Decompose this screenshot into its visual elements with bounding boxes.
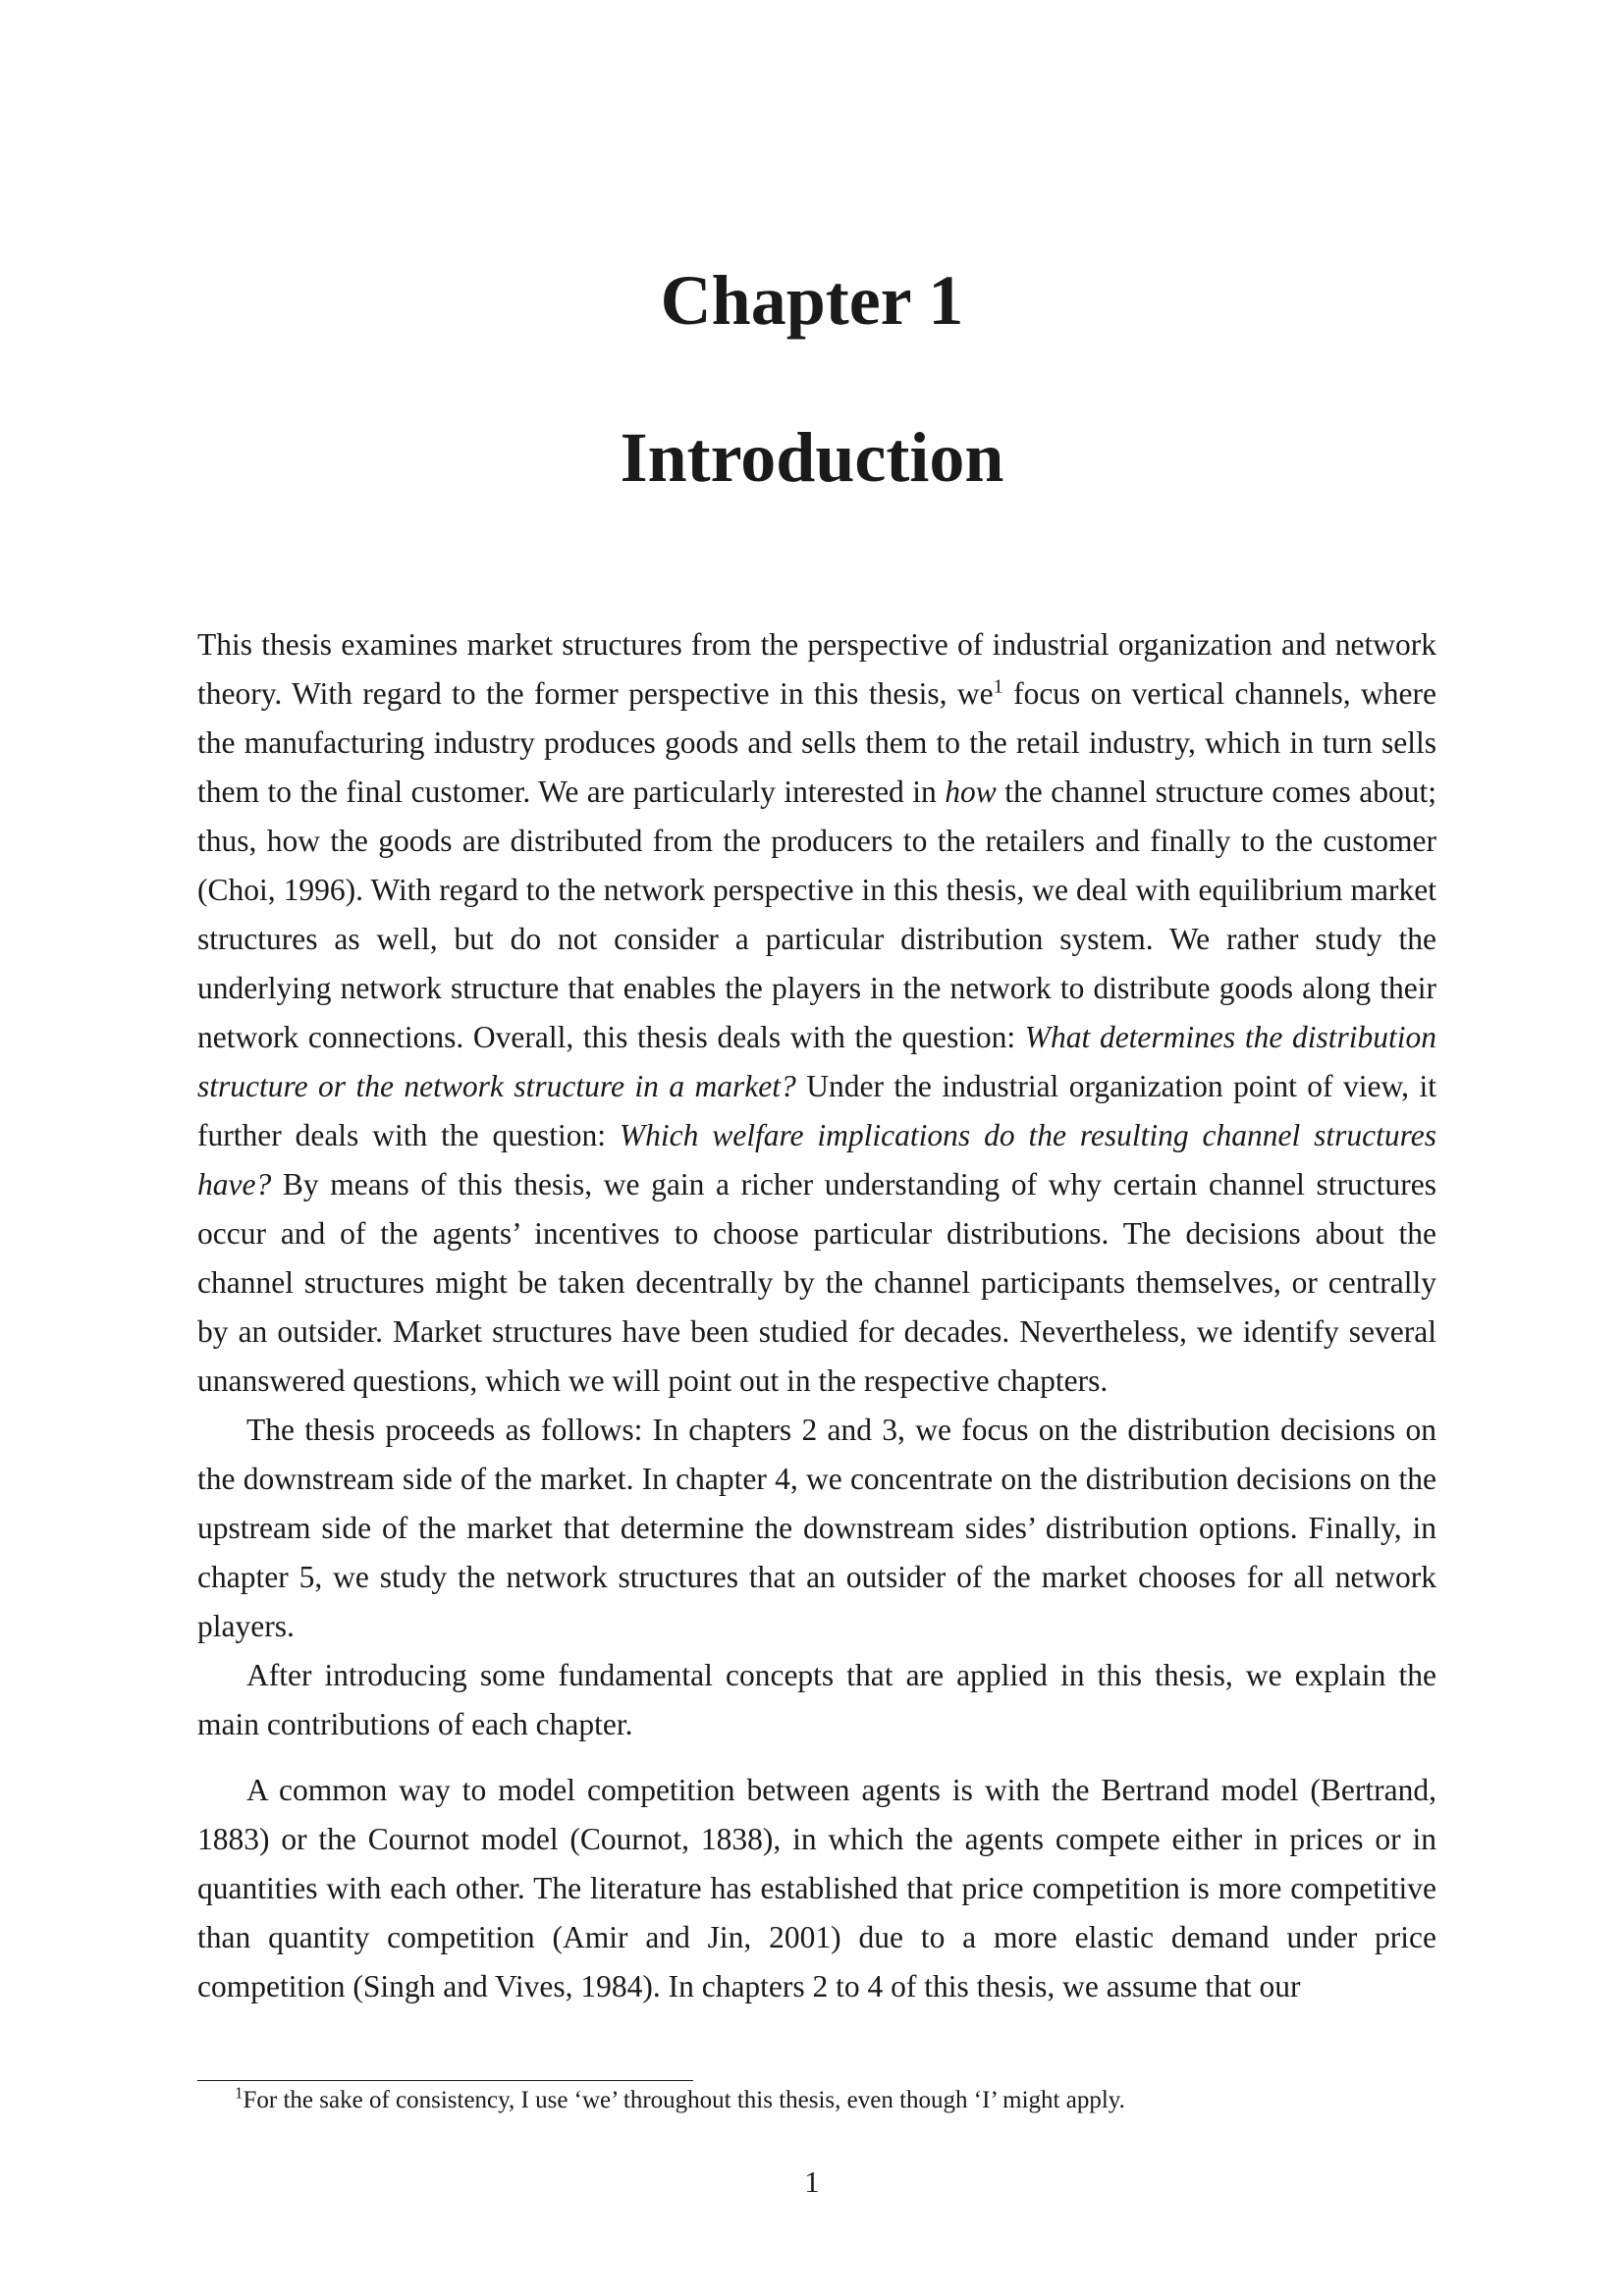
paragraph-1-part-4: Under the industrial organization point of view, it further deals with the question: bbox=[197, 1069, 1436, 1152]
paragraph-1-part-3: the channel structure comes about; thus, how the goods are distributed from the producers to the retailers and finally to the customer (Choi, 1996). With regard to the network perspective in this thesis, we deal with equilibrium market structures as well, but do not consider a particular distribution system. We rather study the underlying network structure that enables the players in the network to distribute goods along their network connections. Overall, this thesis deals with the question: bbox=[197, 774, 1437, 1054]
footnote bbox=[197, 2085, 1436, 2116]
research-question-1: What determines the distribution structure or the network structure in a market? bbox=[197, 1020, 1436, 1103]
paragraph-1 bbox=[197, 620, 1436, 1406]
paragraph-1-part-2: focus on vertical channels, where the manufacturing industry produces goods and sells them to the retail industry, which in turn sells them to the final customer. We are particularly interested in bbox=[197, 676, 1436, 809]
emphasis-how: how bbox=[945, 774, 997, 809]
chapter-title: Introduction bbox=[620, 418, 1004, 497]
body-text bbox=[197, 620, 1436, 2011]
paragraph-3: After introducing some fundamental concepts that are applied in this thesis, we explain the main contributions of each chapter. bbox=[197, 1658, 1436, 1741]
paragraph-2: The thesis proceeds as follows: In chapters 2 and 3, we focus on the distribution decisions on the downstream side of the market. In chapter 4, we concentrate on the distribution decisions on the upstream side of the market that determine the downstream sides’ distribution options. Finally, in chapter 5, we study the network structures that an outsider of the market chooses for all network players. bbox=[197, 1413, 1436, 1643]
paragraph-1-part-5: By means of this thesis, we gain a richer understanding of why certain channel structures occur and of the agents’ incentives to choose particular distributions. The decisions about the channel structures might be taken decentrally by the channel participants themselves, or centrally by an outsider. Market structures have been studied for decades. Nevertheless, we identify several unanswered questions, which we will point out in the respective chapters. bbox=[197, 1167, 1436, 1398]
footnote-divider bbox=[197, 2080, 693, 2081]
page-number: 1 bbox=[804, 2164, 820, 2199]
paragraph-4: A common way to model competition between agents is with the Bertrand model (Bertrand, 1883) or the Cournot model (Cournot, 1838), in which the agents compete either in prices or in quantities with each other. The literature has established that price competition is more competitive than quantity competition (Amir and Jin, 2001) due to a more elastic demand under price competition (Singh and Vives, 1984). In chapters 2 to 4 of this thesis, we assume that our bbox=[197, 1773, 1436, 2003]
research-question-2: Which welfare implications do the resulting channel structures have? bbox=[197, 1118, 1436, 1201]
chapter-label: Chapter 1 bbox=[660, 261, 964, 340]
footnote-mark: 1 bbox=[235, 2083, 244, 2103]
paragraph-1-part-1: This thesis examines market structures from the perspective of industrial organization and network theory. With regard to the former perspective in this thesis, we bbox=[197, 627, 1436, 711]
footnote-text: For the sake of consistency, I use ‘we’ throughout this thesis, even though ‘I’ might apply. bbox=[243, 2087, 1125, 2113]
footnote-reference[interactable]: 1 bbox=[993, 675, 1003, 698]
